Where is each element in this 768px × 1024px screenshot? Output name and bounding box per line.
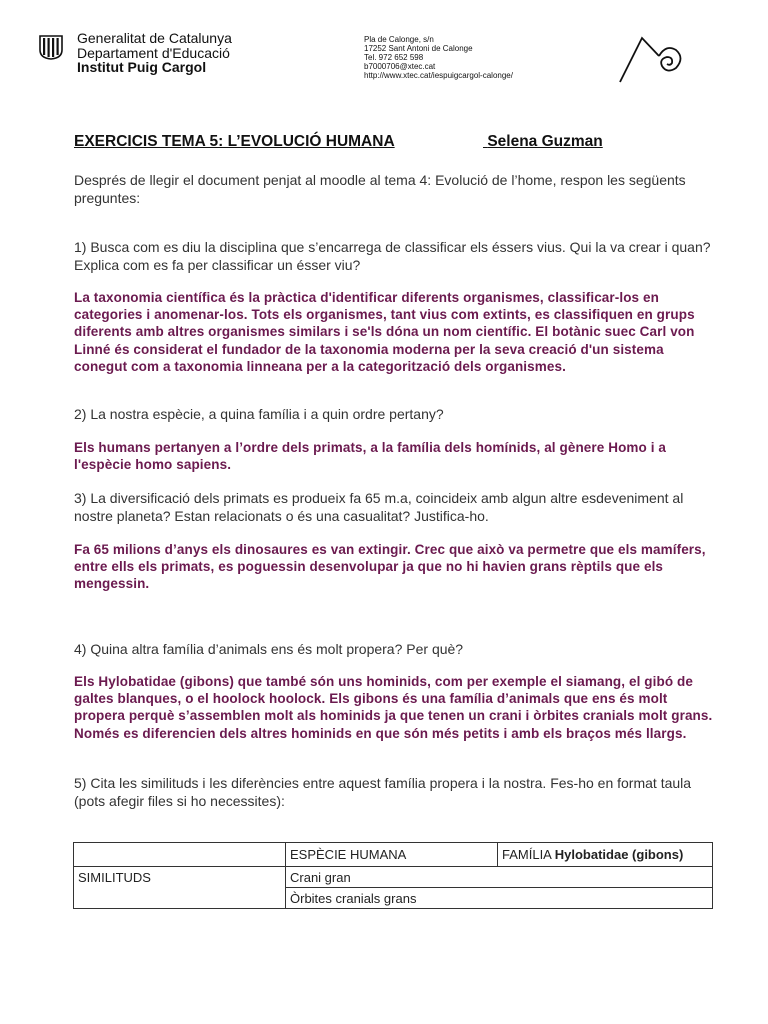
answer-text: La taxonomia científica és la pràctica d'identificar diferents organismes, classificar-los en categories i anomenar-los. Tots els organismes, tant vius com extints, es classifiquen en grups diferents amb altres organismes similars i se'ls dóna un nom científic. El botànic suec Carl von Linné és considerat el fundador de la taxonomia moderna per la seva creació d'un sistema conegut com a taxonomia linneana per a la categorització dels organismes. xyxy=(74,290,695,374)
intro-block xyxy=(74,172,714,207)
address-line: b7000706@xtec.cat xyxy=(364,62,436,71)
question-5 xyxy=(74,775,714,810)
table-cell: Òrbites cranials grans xyxy=(286,888,713,909)
question-2 xyxy=(74,406,714,424)
question-text: 4) Quina altra família d’animals ens és molt propera? Per què? xyxy=(74,641,464,657)
student-name xyxy=(483,133,603,151)
answer-text: Els humans pertanyen a l’ordre dels primats, a la família dels homínids, al gènere Homo i a l'espècie homo sapiens. xyxy=(74,440,667,473)
school-name: Institut Puig Cargol xyxy=(77,59,207,75)
question-3 xyxy=(74,490,714,525)
answer-2 xyxy=(74,439,714,473)
question-text: 3) La diversificació dels primats es produeix fa 65 m.a, coincideix amb algun altre esdeveniment al nostre planeta? Estan relacionats o és una casualitat? Justifica-ho. xyxy=(74,490,684,524)
intro-text: Després de llegir el document penjat al moodle al tema 4: Evolució de l’home, respon les següents preguntes: xyxy=(74,172,686,206)
answer-4 xyxy=(74,673,714,742)
answer-3 xyxy=(74,541,714,593)
row-label-similituds: SIMILITUDS xyxy=(74,867,286,909)
question-text: 5) Cita les similituds i les diferències entre aquest família propera i la nostra. Fes-ho en format taula (pots afegir files si ho necessites): xyxy=(74,775,692,809)
question-4 xyxy=(74,641,714,659)
header-family-name: Hylobatidae (gibons) xyxy=(554,847,684,862)
answer-text: Fa 65 milions d’anys els dinosaures es van extingir. Crec que això va permetre que els mamífers, entre ells els primats, es poguessin desenvolupar ja que no hi havien grans rèptils que els mengessin. xyxy=(74,542,706,592)
table-header-row xyxy=(74,843,713,867)
table-cell: Crani gran xyxy=(286,867,713,888)
table-corner-cell xyxy=(74,843,286,867)
institution-block xyxy=(77,31,232,75)
header-family-prefix: FAMÍLIA xyxy=(502,847,555,862)
question-text: 1) Busca com es diu la disciplina que s’encarrega de classificar els éssers vius. Qui la va crear i quan? Explica com es fa per classificar un ésser viu? xyxy=(74,239,711,273)
school-logo-icon xyxy=(612,30,690,86)
school-address xyxy=(364,35,513,80)
generalitat-crest-icon xyxy=(38,34,64,60)
table-row xyxy=(74,867,713,888)
exercise-title xyxy=(74,133,417,151)
header-human-species: ESPÈCIE HUMANA xyxy=(286,843,498,867)
answer-1 xyxy=(74,289,714,375)
answer-text: Els Hylobatidae (gibons) que també són uns hominids, com per exemple el siamang, el gibó de galtes blanques, o el hoolock hoolock. Els gibons és una família d’animals que ens és molt propera perquè s’assemblen molt als hominids ja que tenen un crani i òrbites cranials molt grans. Només es diferencien dels altres hominids en que són més petits i amb els braços més llargs. xyxy=(74,674,713,741)
question-text: 2) La nostra espècie, a quina família i a quin ordre pertany? xyxy=(74,406,444,422)
institution-line-2: Departament d'Educació xyxy=(77,44,230,61)
address-line: http://www.xtec.cat/iespuigcargol-calonge/ xyxy=(364,71,513,80)
header-gibbon-family xyxy=(498,843,713,867)
question-1 xyxy=(74,239,714,274)
student-name-text: Selena Guzman xyxy=(487,133,603,150)
address-line: 17252 Sant Antoni de Calonge xyxy=(364,44,473,53)
institution-line-1: Generalitat de Catalunya xyxy=(77,30,232,46)
title-text: EXERCICIS TEMA 5: L’EVOLUCIÓ HUMANA xyxy=(74,133,395,150)
address-line: Tel. 972 652 598 xyxy=(364,53,424,62)
comparison-table xyxy=(73,842,713,909)
address-line: Pla de Calonge, s/n xyxy=(364,35,434,44)
